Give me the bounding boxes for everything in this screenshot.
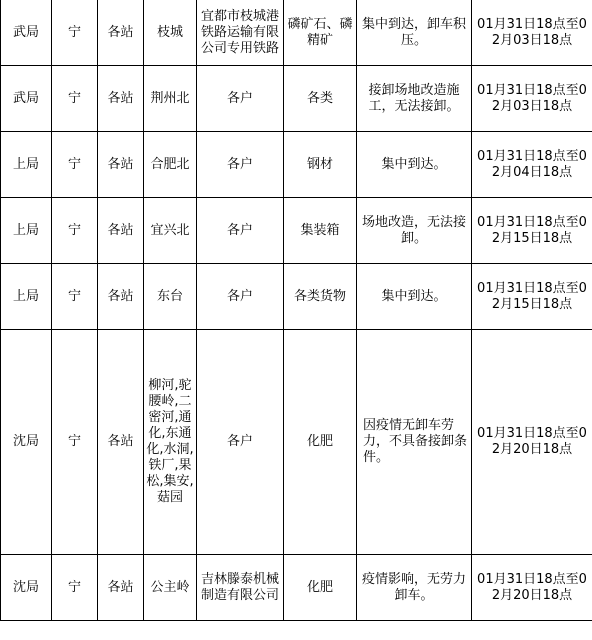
table-row xyxy=(1,555,592,621)
table-row xyxy=(1,198,592,264)
station-scope-cell: 各站 xyxy=(98,555,144,621)
city-cell: 宁 xyxy=(52,0,98,66)
bureau-cell: 上局 xyxy=(1,132,52,198)
bureau-cell: 上局 xyxy=(1,198,52,264)
station-scope-cell: 各站 xyxy=(98,330,144,555)
cargo-cell: 磷矿石、磷精矿 xyxy=(284,0,357,66)
consignee-cell: 各户 xyxy=(197,330,284,555)
station-scope-cell: 各站 xyxy=(98,132,144,198)
reason-cell: 集中到达，卸车积压。 xyxy=(357,0,472,66)
cargo-cell: 钢材 xyxy=(284,132,357,198)
cargo-cell: 化肥 xyxy=(284,330,357,555)
cargo-cell: 各类 xyxy=(284,66,357,132)
bureau-cell: 沈局 xyxy=(1,555,52,621)
reason-cell: 接卸场地改造施工，无法接卸。 xyxy=(357,66,472,132)
bureau-cell: 上局 xyxy=(1,264,52,330)
table-row xyxy=(1,330,592,555)
table-row xyxy=(1,132,592,198)
period-cell: 01月31日18点至02月20日18点 xyxy=(472,555,592,621)
station-cell: 东台 xyxy=(144,264,197,330)
cargo-cell: 集装箱 xyxy=(284,198,357,264)
station-cell: 宜兴北 xyxy=(144,198,197,264)
city-cell: 宁 xyxy=(52,132,98,198)
station-scope-cell: 各站 xyxy=(98,0,144,66)
station-cell: 枝城 xyxy=(144,0,197,66)
city-cell: 宁 xyxy=(52,330,98,555)
reason-cell: 集中到达。 xyxy=(357,264,472,330)
period-cell: 01月31日18点至02月15日18点 xyxy=(472,264,592,330)
reason-cell: 疫情影响，无劳力卸车。 xyxy=(357,555,472,621)
period-cell: 01月31日18点至02月04日18点 xyxy=(472,132,592,198)
bureau-cell: 武局 xyxy=(1,66,52,132)
reason-cell: 场地改造，无法接卸。 xyxy=(357,198,472,264)
bureau-cell: 武局 xyxy=(1,0,52,66)
city-cell: 宁 xyxy=(52,264,98,330)
bureau-cell: 沈局 xyxy=(1,330,52,555)
station-cell: 柳河,驼腰岭,二密河,通化,东通化,水洞,铁厂,果松,集安,菇园 xyxy=(144,330,197,555)
period-cell: 01月31日18点至02月03日18点 xyxy=(472,0,592,66)
reason-cell: 因疫情无卸车劳力，不具备接卸条件。 xyxy=(357,330,472,555)
city-cell: 宁 xyxy=(52,555,98,621)
station-scope-cell: 各站 xyxy=(98,264,144,330)
table-row xyxy=(1,264,592,330)
station-cell: 合肥北 xyxy=(144,132,197,198)
city-cell: 宁 xyxy=(52,66,98,132)
city-cell: 宁 xyxy=(52,198,98,264)
station-cell: 公主岭 xyxy=(144,555,197,621)
table-row xyxy=(1,0,592,66)
consignee-cell: 各户 xyxy=(197,198,284,264)
consignee-cell: 吉林滕泰机械制造有限公司 xyxy=(197,555,284,621)
period-cell: 01月31日18点至02月15日18点 xyxy=(472,198,592,264)
reason-cell: 集中到达。 xyxy=(357,132,472,198)
consignee-cell: 各户 xyxy=(197,66,284,132)
cargo-cell: 化肥 xyxy=(284,555,357,621)
consignee-cell: 宜都市枝城港铁路运输有限公司专用铁路 xyxy=(197,0,284,66)
cargo-cell: 各类货物 xyxy=(284,264,357,330)
consignee-cell: 各户 xyxy=(197,264,284,330)
consignee-cell: 各户 xyxy=(197,132,284,198)
station-scope-cell: 各站 xyxy=(98,198,144,264)
table-row xyxy=(1,66,592,132)
station-cell: 荆州北 xyxy=(144,66,197,132)
station-scope-cell: 各站 xyxy=(98,66,144,132)
period-cell: 01月31日18点至02月03日18点 xyxy=(472,66,592,132)
period-cell: 01月31日18点至02月20日18点 xyxy=(472,330,592,555)
